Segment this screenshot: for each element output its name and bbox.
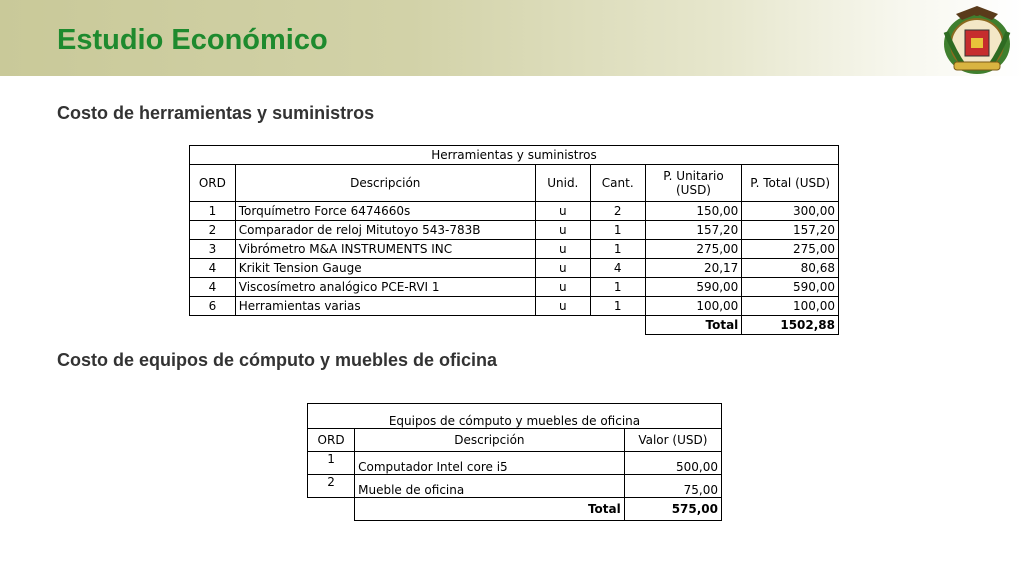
cell-desc: Viscosímetro analógico PCE-RVI 1 bbox=[235, 278, 535, 297]
cell-ord: 3 bbox=[190, 240, 236, 259]
cell-total-price: 590,00 bbox=[742, 278, 839, 297]
total-row bbox=[190, 316, 839, 335]
empty-cell bbox=[190, 316, 646, 335]
cell-ord: 2 bbox=[190, 221, 236, 240]
col-header-cant: Cant. bbox=[590, 165, 645, 202]
total-row bbox=[308, 498, 722, 521]
cell-desc: Krikit Tension Gauge bbox=[235, 259, 535, 278]
col-header-total-price: P. Total (USD) bbox=[742, 165, 839, 202]
cell-unid: u bbox=[535, 259, 590, 278]
cell-value: 75,00 bbox=[624, 475, 721, 498]
cell-unit-price: 590,00 bbox=[645, 278, 742, 297]
table-row bbox=[308, 475, 722, 498]
cell-ord: 4 bbox=[190, 278, 236, 297]
cell-unit-price: 275,00 bbox=[645, 240, 742, 259]
cell-desc: Mueble de oficina bbox=[355, 475, 625, 498]
table-row bbox=[190, 221, 839, 240]
cell-cant: 1 bbox=[590, 297, 645, 316]
cell-value: 500,00 bbox=[624, 452, 721, 475]
cell-desc: Vibrómetro M&A INSTRUMENTS INC bbox=[235, 240, 535, 259]
table-row bbox=[190, 297, 839, 316]
col-header-desc: Descripción bbox=[355, 429, 625, 452]
empty-cell bbox=[308, 498, 355, 521]
cell-unid: u bbox=[535, 202, 590, 221]
cell-unid: u bbox=[535, 240, 590, 259]
cell-unit-price: 157,20 bbox=[645, 221, 742, 240]
cell-cant: 4 bbox=[590, 259, 645, 278]
equipment-table bbox=[307, 403, 722, 521]
total-label: Total bbox=[645, 316, 742, 335]
cell-unid: u bbox=[535, 278, 590, 297]
cell-ord: 6 bbox=[190, 297, 236, 316]
cell-desc: Herramientas varias bbox=[235, 297, 535, 316]
section-title-equipment: Costo de equipos de cómputo y muebles de oficina bbox=[57, 350, 498, 370]
cell-cant: 1 bbox=[590, 221, 645, 240]
cell-cant: 1 bbox=[590, 240, 645, 259]
total-label: Total bbox=[355, 498, 625, 521]
cell-desc: Computador Intel core i5 bbox=[355, 452, 625, 475]
cell-unit-price: 150,00 bbox=[645, 202, 742, 221]
cell-total-price: 157,20 bbox=[742, 221, 839, 240]
total-value: 1502,88 bbox=[742, 316, 839, 335]
col-header-ord: ORD bbox=[190, 165, 236, 202]
table-caption: Herramientas y suministros bbox=[190, 146, 839, 165]
table-row bbox=[308, 452, 722, 475]
cell-ord: 4 bbox=[190, 259, 236, 278]
cell-ord: 1 bbox=[190, 202, 236, 221]
cell-unit-price: 100,00 bbox=[645, 297, 742, 316]
col-header-unid: Unid. bbox=[535, 165, 590, 202]
cell-ord: 2 bbox=[308, 475, 355, 498]
table-row bbox=[190, 240, 839, 259]
table-caption: Equipos de cómputo y muebles de oficina bbox=[308, 404, 722, 429]
cell-cant: 2 bbox=[590, 202, 645, 221]
col-header-desc: Descripción bbox=[235, 165, 535, 202]
tools-table bbox=[189, 145, 839, 335]
cell-unid: u bbox=[535, 221, 590, 240]
coat-of-arms-logo-icon bbox=[934, 2, 1020, 76]
cell-unid: u bbox=[535, 297, 590, 316]
cell-cant: 1 bbox=[590, 278, 645, 297]
cell-total-price: 300,00 bbox=[742, 202, 839, 221]
table-row bbox=[190, 259, 839, 278]
col-header-ord: ORD bbox=[308, 429, 355, 452]
cell-ord: 1 bbox=[308, 452, 355, 475]
total-value: 575,00 bbox=[624, 498, 721, 521]
cell-total-price: 100,00 bbox=[742, 297, 839, 316]
table-row bbox=[190, 202, 839, 221]
slide-title: Estudio Económico bbox=[57, 24, 328, 56]
col-header-value: Valor (USD) bbox=[624, 429, 721, 452]
cell-total-price: 275,00 bbox=[742, 240, 839, 259]
cell-desc: Torquímetro Force 6474660s bbox=[235, 202, 535, 221]
table-row bbox=[190, 278, 839, 297]
cell-desc: Comparador de reloj Mitutoyo 543-783B bbox=[235, 221, 535, 240]
cell-total-price: 80,68 bbox=[742, 259, 839, 278]
col-header-unit-price: P. Unitario (USD) bbox=[645, 165, 742, 202]
section-title-tools: Costo de herramientas y suministros bbox=[57, 103, 375, 123]
cell-unit-price: 20,17 bbox=[645, 259, 742, 278]
